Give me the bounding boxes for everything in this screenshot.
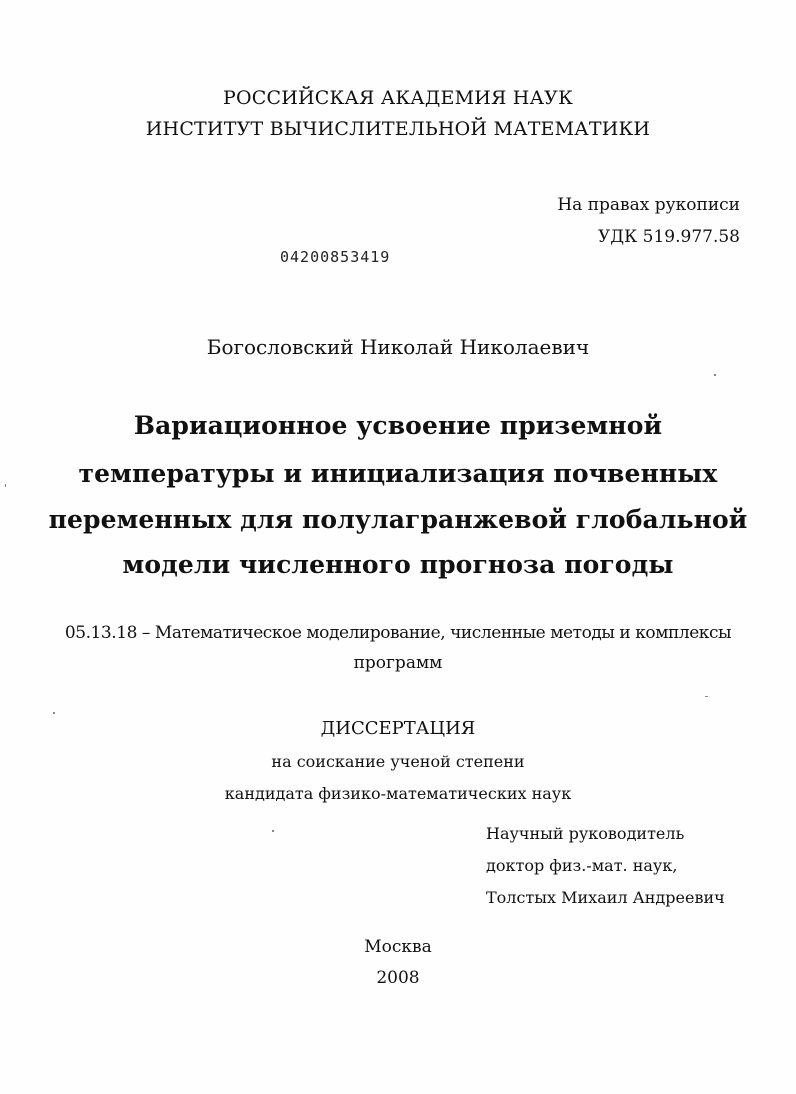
scan-speck (705, 696, 708, 697)
title-line-4: модели численного прогноза погоды (122, 550, 674, 579)
library-stamp-number: 04200853419 (280, 248, 391, 266)
udk-code: УДК 519.977.58 (597, 227, 740, 247)
specialty-line-1: 05.13.18 – Математическое моделирование, численные методы и комплексы (64, 623, 732, 643)
specialty-line-2: программ (353, 653, 443, 673)
academy-name: РОССИЙСКАЯ АКАДЕМИЯ НАУК (223, 87, 573, 109)
title-line-1: Вариационное усвоение приземной (133, 411, 663, 440)
advisor-name: Толстых Михаил Андреевич (486, 888, 725, 907)
city: Москва (364, 937, 432, 957)
year: 2008 (376, 968, 420, 988)
scan-speck (714, 374, 716, 376)
scan-speck (5, 484, 6, 487)
degree-purpose: на соискание ученой степени (271, 752, 525, 771)
advisor-role: Научный руководитель (486, 824, 685, 843)
title-line-2: температуры и инициализация почвенных (78, 459, 718, 488)
degree-name: кандидата физико-математических наук (224, 784, 572, 803)
rights-note: На правах рукописи (557, 195, 740, 215)
title-line-3: переменных для полулагранжевой глобальной (48, 505, 748, 534)
scan-speck (53, 712, 55, 714)
author-name: Богословский Николай Николаевич (206, 335, 590, 359)
scan-speck (272, 830, 274, 832)
advisor-title: доктор физ.-мат. наук, (486, 856, 678, 875)
dissertation-label: ДИССЕРТАЦИЯ (320, 718, 476, 739)
institute-name: ИНСТИТУТ ВЫЧИСЛИТЕЛЬНОЙ МАТЕМАТИКИ (145, 118, 651, 140)
